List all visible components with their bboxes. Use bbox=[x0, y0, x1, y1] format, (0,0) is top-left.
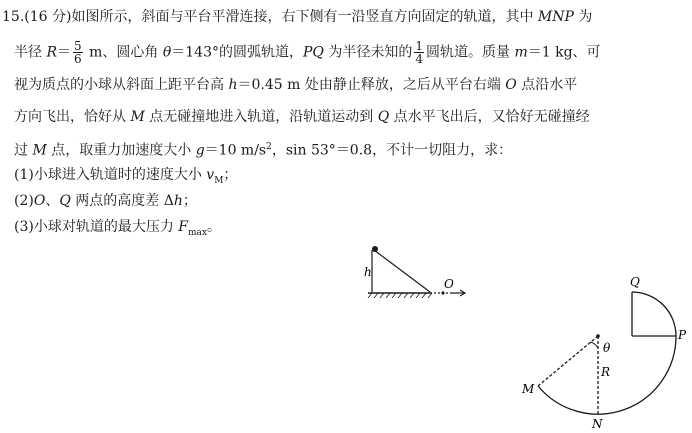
problem-text: ＝1 kg、可 bbox=[527, 44, 601, 61]
label-m: M bbox=[522, 382, 535, 396]
problem-line-1 bbox=[2, 8, 682, 26]
track-figure bbox=[510, 268, 690, 433]
problem-text: 如图所示，斜面与平台平滑连接，右下侧有一沿竖直方向固定的轨道，其中 bbox=[71, 9, 538, 25]
theta-arc bbox=[590, 342, 598, 348]
label-h: h bbox=[364, 265, 372, 279]
center-point bbox=[596, 334, 600, 338]
problem-text: ＝ bbox=[57, 44, 71, 61]
problem-text: 点无碰撞地进入轨道，沿轨道运动到 bbox=[144, 109, 378, 125]
problem-text: ＝10 m/s bbox=[204, 142, 267, 159]
label-q: Q bbox=[630, 275, 640, 289]
label-r: R bbox=[601, 365, 611, 379]
label-p: P bbox=[678, 328, 687, 342]
fraction-one-quarter bbox=[414, 40, 424, 65]
radius-om bbox=[538, 336, 598, 386]
problem-line-4 bbox=[14, 108, 682, 126]
problem-text: 圆轨道。质量 bbox=[426, 44, 515, 61]
problem-text: ＝143°的圆弧轨道， bbox=[171, 44, 303, 61]
fraction-numerator: 5 bbox=[74, 39, 82, 53]
problem-text: (2) bbox=[14, 193, 34, 209]
symbol-mnp: MNP bbox=[537, 9, 574, 25]
problem-line-2 bbox=[14, 40, 682, 65]
fraction-denominator: 4 bbox=[415, 52, 423, 66]
label-theta: θ bbox=[603, 341, 611, 355]
fraction-five-sixths bbox=[73, 40, 83, 65]
problem-text: 点水平飞出后，又恰好无碰撞经 bbox=[389, 109, 590, 125]
symbol-m: m bbox=[514, 44, 528, 61]
problem-text: ＝0.45 m 处由静止释放，之后从平台右端 bbox=[237, 77, 506, 93]
problem-text: ； bbox=[182, 193, 197, 209]
symbol-o: O bbox=[33, 193, 46, 209]
problem-text: 半径 bbox=[14, 44, 47, 61]
problem-text: 为 bbox=[573, 9, 593, 25]
incline-figure bbox=[360, 240, 470, 302]
problem-text: 方向飞出，恰好从 bbox=[14, 109, 131, 125]
problem-text: 点沿水平 bbox=[516, 77, 578, 93]
problem-text: 点，取重力加速度大小 bbox=[46, 142, 196, 159]
problem-number: 15. bbox=[2, 9, 25, 25]
symbol-q: Q bbox=[377, 109, 390, 125]
problem-score: (16 分) bbox=[24, 9, 72, 25]
problem-line-3 bbox=[14, 76, 682, 94]
symbol-theta: θ bbox=[162, 44, 172, 61]
symbol-r: R bbox=[46, 44, 57, 61]
fraction-numerator: 1 bbox=[415, 39, 423, 53]
question-1 bbox=[14, 166, 682, 190]
label-n: N bbox=[592, 417, 603, 431]
problem-text: 视为质点的小球从斜面上距平台高 bbox=[14, 77, 229, 93]
ball bbox=[372, 246, 378, 252]
question-3 bbox=[14, 218, 682, 242]
symbol-h: h bbox=[228, 77, 238, 93]
question-2 bbox=[14, 192, 682, 210]
incline-slope-line bbox=[374, 250, 430, 292]
fraction-denominator: 6 bbox=[74, 52, 82, 66]
problem-text: 两点的高度差 Δ bbox=[70, 193, 174, 209]
arc-pq bbox=[632, 292, 676, 336]
label-o: O bbox=[444, 277, 454, 291]
symbol-pq: PQ bbox=[303, 44, 324, 61]
symbol-f: F bbox=[178, 219, 188, 235]
problem-text: ； bbox=[223, 167, 238, 183]
symbol-m-point: M bbox=[130, 109, 145, 125]
symbol-o: O bbox=[505, 77, 517, 93]
symbol-h: h bbox=[173, 193, 183, 209]
problem-text: 过 bbox=[14, 142, 33, 159]
problem-text: m、圆心角 bbox=[84, 44, 163, 61]
point-o bbox=[441, 291, 444, 294]
subscript: max bbox=[188, 227, 207, 238]
problem-text: 。 bbox=[206, 219, 221, 235]
superscript: 2 bbox=[266, 142, 272, 152]
symbol-q: Q bbox=[59, 193, 71, 209]
problem-text: 为半径未知的 bbox=[323, 44, 413, 61]
problem-text: (3)小球对轨道的最大压力 bbox=[14, 219, 179, 235]
problem-text: (1)小球进入轨道时的速度大小 bbox=[14, 167, 207, 183]
problem-text: 、 bbox=[45, 193, 60, 209]
problem-text: ，sin 53°＝0.8，不计一切阻力，求： bbox=[271, 142, 513, 159]
symbol-m-point: M bbox=[32, 142, 47, 159]
subscript: M bbox=[214, 175, 224, 186]
problem-line-5 bbox=[14, 138, 682, 160]
symbol-v: v bbox=[206, 167, 215, 183]
symbol-g: g bbox=[195, 142, 205, 159]
